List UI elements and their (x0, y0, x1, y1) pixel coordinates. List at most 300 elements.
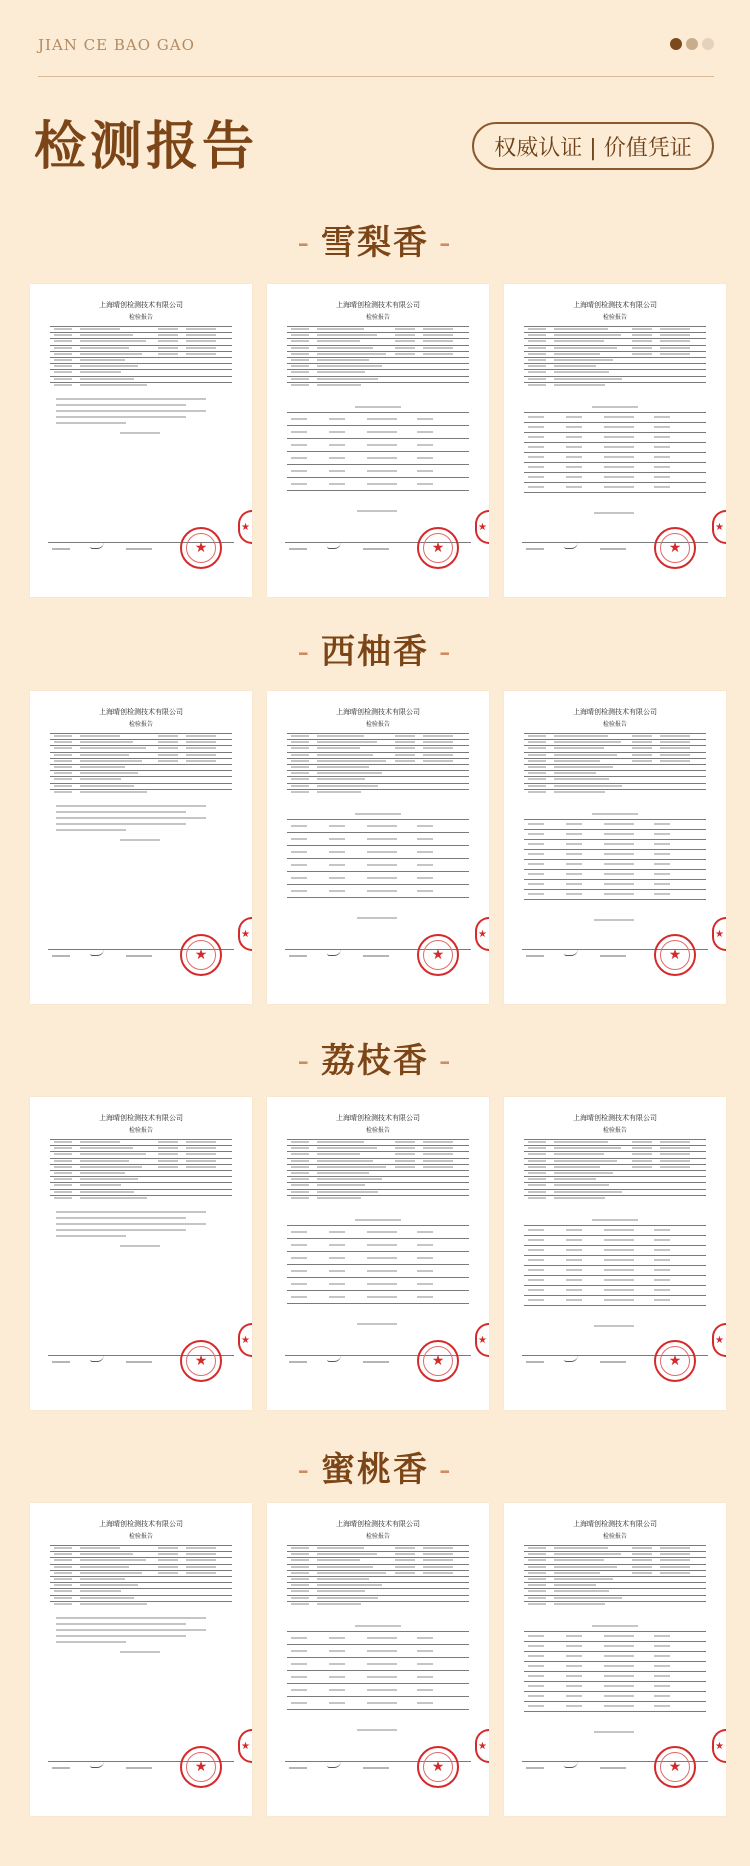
table-text (317, 1172, 369, 1174)
results-cell (654, 843, 670, 845)
table-line (524, 1582, 706, 1583)
table-text (528, 353, 546, 355)
results-cell (604, 873, 634, 875)
footer-text (289, 548, 307, 550)
results-cell (329, 1676, 345, 1678)
results-cell (604, 1239, 634, 1241)
table-text (54, 340, 72, 342)
table-line (50, 739, 232, 740)
table-line (50, 357, 232, 358)
table-text (186, 741, 216, 743)
table-line (524, 770, 706, 771)
table-line (287, 1588, 469, 1589)
table-text (528, 365, 546, 367)
table-text (291, 1578, 309, 1580)
table-text (80, 735, 120, 737)
table-text (317, 378, 378, 380)
table-text (528, 747, 546, 749)
results-cell (566, 476, 582, 478)
table-line (50, 1595, 232, 1596)
table-text (54, 754, 72, 756)
title-dash-left: - (297, 632, 311, 672)
table-line (287, 783, 469, 784)
results-cell (654, 873, 670, 875)
results-cell (417, 838, 433, 840)
table-text (317, 1147, 377, 1149)
table-text (528, 791, 546, 793)
table-text (186, 334, 216, 336)
table-text (528, 1584, 546, 1586)
end-note (357, 510, 397, 512)
table-text (317, 334, 377, 336)
table-text (186, 760, 216, 762)
table-text (554, 1584, 596, 1586)
table-line (50, 1158, 232, 1159)
table-line (50, 369, 232, 370)
results-cell (566, 843, 582, 845)
results-cell (528, 893, 544, 895)
results-cell (528, 466, 544, 468)
table-text (54, 353, 72, 355)
table-line (50, 1576, 232, 1577)
table-text (554, 760, 600, 762)
table-text (395, 347, 415, 349)
results-line (524, 869, 706, 870)
table-line (287, 1158, 469, 1159)
table-text (54, 1191, 72, 1193)
table-text (660, 1572, 690, 1574)
table-line (287, 1176, 469, 1177)
end-note (120, 1651, 160, 1653)
table-text (54, 1166, 72, 1168)
table-text (528, 1147, 546, 1149)
table-line (50, 1145, 232, 1146)
document-company: 上海晴创检测技术有限公司 (336, 301, 420, 309)
conclusion-text (56, 1223, 206, 1225)
table-line (524, 1176, 706, 1177)
table-text (660, 1166, 690, 1168)
table-text (317, 791, 361, 793)
table-text (528, 347, 546, 349)
table-line (287, 1582, 469, 1583)
document-company: 上海晴创检测技术有限公司 (573, 301, 657, 309)
document-company: 上海晴创检测技术有限公司 (573, 708, 657, 716)
table-text (528, 1597, 546, 1599)
results-cell (566, 883, 582, 885)
results-cell (329, 1231, 345, 1233)
results-cell (654, 1685, 670, 1687)
edge-seal: ★ (475, 510, 489, 544)
table-text (554, 735, 608, 737)
results-cell (654, 1645, 670, 1647)
results-heading (355, 813, 401, 815)
results-cell (329, 483, 345, 485)
results-cell (566, 1259, 582, 1261)
conclusion-text (56, 1623, 186, 1625)
table-text (423, 1166, 453, 1168)
results-cell (604, 1289, 634, 1291)
results-cell (291, 890, 307, 892)
results-cell (528, 853, 544, 855)
table-text (186, 1160, 216, 1162)
results-cell (291, 418, 307, 420)
results-cell (417, 1270, 433, 1272)
table-text (423, 760, 453, 762)
table-text (660, 334, 690, 336)
results-cell (604, 1259, 634, 1261)
end-note (120, 432, 160, 434)
results-cell (291, 1283, 307, 1285)
results-cell (528, 436, 544, 438)
results-line (524, 1671, 706, 1672)
table-text (317, 347, 373, 349)
table-text (80, 1191, 134, 1193)
table-text (528, 1166, 546, 1168)
table-text (528, 1160, 546, 1162)
results-cell (604, 833, 634, 835)
table-text (80, 1147, 133, 1149)
table-text (186, 754, 216, 756)
table-text (632, 735, 652, 737)
results-cell (367, 864, 397, 866)
table-text (54, 1197, 72, 1199)
results-cell (367, 1637, 397, 1639)
table-text (186, 347, 216, 349)
conclusion-text (56, 823, 186, 825)
results-line (287, 464, 469, 465)
results-line (524, 1661, 706, 1662)
results-cell (291, 1270, 307, 1272)
table-text (54, 384, 72, 386)
table-line (50, 1139, 232, 1140)
results-cell (604, 416, 634, 418)
results-line (287, 1696, 469, 1697)
table-text (660, 347, 690, 349)
table-text (158, 1141, 178, 1143)
table-text (291, 1590, 309, 1592)
table-text (54, 1597, 72, 1599)
seal-star-icon: ★ (186, 533, 216, 563)
table-text (423, 328, 453, 330)
table-text (660, 1553, 690, 1555)
end-note (357, 917, 397, 919)
table-text (423, 1547, 453, 1549)
table-text (317, 785, 378, 787)
results-cell (417, 1689, 433, 1691)
results-line (287, 1277, 469, 1278)
results-cell (329, 470, 345, 472)
results-cell (329, 1270, 345, 1272)
table-line (50, 758, 232, 759)
results-line (287, 897, 469, 898)
results-cell (604, 1705, 634, 1707)
table-text (291, 353, 309, 355)
table-text (554, 1166, 600, 1168)
table-text (54, 1578, 72, 1580)
title-dash-left: - (297, 1450, 311, 1490)
table-line (287, 745, 469, 746)
table-text (317, 353, 386, 355)
table-text (660, 1559, 690, 1561)
footer-text (600, 548, 626, 550)
table-text (291, 1572, 309, 1574)
results-line (524, 1275, 706, 1276)
results-cell (566, 1299, 582, 1301)
results-cell (528, 476, 544, 478)
results-cell (291, 1689, 307, 1691)
table-text (660, 754, 690, 756)
edge-seal: ★ (712, 1323, 726, 1357)
section-title-text: 荔枝香 (321, 1041, 429, 1081)
results-line (524, 1631, 706, 1632)
official-seal (180, 934, 222, 976)
results-cell (291, 851, 307, 853)
conclusion-text (56, 811, 186, 813)
table-text (54, 328, 72, 330)
table-text (80, 353, 142, 355)
results-cell (528, 446, 544, 448)
results-line (524, 899, 706, 900)
table-text (291, 1584, 309, 1586)
table-text (54, 1153, 72, 1155)
dot-2 (686, 38, 698, 50)
table-text (158, 1553, 178, 1555)
document-company: 上海晴创检测技术有限公司 (573, 1114, 657, 1122)
results-cell (417, 1637, 433, 1639)
results-cell (566, 823, 582, 825)
table-line (287, 326, 469, 327)
results-cell (604, 486, 634, 488)
table-text (528, 735, 546, 737)
results-cell (528, 1249, 544, 1251)
table-text (554, 1160, 617, 1162)
results-cell (566, 863, 582, 865)
official-seal (417, 527, 459, 569)
table-line (50, 764, 232, 765)
results-cell (566, 1635, 582, 1637)
results-cell (654, 446, 670, 448)
signature (90, 949, 104, 956)
table-text (158, 747, 178, 749)
table-line (524, 739, 706, 740)
results-line (524, 859, 706, 860)
results-cell (604, 1675, 634, 1677)
seal-star-icon: ★ (186, 1752, 216, 1782)
table-text (291, 1160, 309, 1162)
table-text (317, 1547, 364, 1549)
results-cell (566, 1705, 582, 1707)
results-line (287, 1657, 469, 1658)
results-cell (604, 426, 634, 428)
table-line (524, 369, 706, 370)
results-cell (528, 863, 544, 865)
results-line (287, 1264, 469, 1265)
table-line (50, 1570, 232, 1571)
table-text (528, 772, 546, 774)
title-dash-right: - (439, 1450, 453, 1490)
seal-star-icon: ★ (186, 1346, 216, 1376)
results-cell (604, 843, 634, 845)
report-document (267, 284, 489, 597)
table-line (50, 326, 232, 327)
table-line (524, 776, 706, 777)
table-text (554, 340, 604, 342)
title-dash-right: - (439, 1041, 453, 1081)
seal-star-icon: ★ (423, 1346, 453, 1376)
table-text (317, 328, 364, 330)
table-text (158, 353, 178, 355)
table-text (317, 1597, 378, 1599)
seal-star-icon: ★ (660, 533, 690, 563)
table-text (317, 1197, 361, 1199)
results-cell (367, 1244, 397, 1246)
table-line (50, 789, 232, 790)
results-cell (604, 853, 634, 855)
table-text (632, 1572, 652, 1574)
results-cell (329, 1663, 345, 1665)
results-cell (566, 893, 582, 895)
table-text (395, 1160, 415, 1162)
table-line (524, 1189, 706, 1190)
table-text (291, 791, 309, 793)
table-text (528, 1191, 546, 1193)
results-cell (654, 1299, 670, 1301)
results-cell (528, 1685, 544, 1687)
table-line (524, 1164, 706, 1165)
results-line (524, 472, 706, 473)
table-text (54, 1172, 72, 1174)
table-text (291, 766, 309, 768)
table-text (54, 778, 72, 780)
results-line (524, 1295, 706, 1296)
table-text (158, 1153, 178, 1155)
seal-star-icon: ★ (660, 1346, 690, 1376)
table-text (158, 1572, 178, 1574)
table-line (50, 1170, 232, 1171)
table-text (554, 741, 621, 743)
results-cell (604, 1249, 634, 1251)
table-text (554, 1197, 605, 1199)
results-line (524, 492, 706, 493)
table-line (287, 357, 469, 358)
conclusion-text (56, 404, 186, 406)
table-line (50, 1164, 232, 1165)
end-note (357, 1729, 397, 1731)
footer-text (526, 548, 544, 550)
table-text (291, 1184, 309, 1186)
table-line (287, 1189, 469, 1190)
conclusion-text (56, 1635, 186, 1637)
results-cell (566, 446, 582, 448)
table-line (524, 783, 706, 784)
results-cell (654, 486, 670, 488)
results-line (524, 1711, 706, 1712)
table-text (423, 340, 453, 342)
edge-seal: ★ (238, 1323, 252, 1357)
table-text (632, 1559, 652, 1561)
table-text (80, 328, 120, 330)
end-note (594, 919, 634, 921)
table-line (287, 776, 469, 777)
results-cell (291, 1702, 307, 1704)
table-text (554, 371, 609, 373)
table-text (158, 760, 178, 762)
table-text (528, 1172, 546, 1174)
section-title (0, 624, 750, 673)
table-text (54, 1141, 72, 1143)
table-text (186, 1566, 216, 1568)
table-text (660, 735, 690, 737)
results-line (524, 1265, 706, 1266)
table-text (80, 1584, 138, 1586)
footer-text (126, 955, 152, 957)
report-document (267, 1503, 489, 1816)
document-title: 检验报告 (365, 314, 390, 321)
table-text (395, 735, 415, 737)
results-cell (654, 426, 670, 428)
table-text (186, 328, 216, 330)
footer-text (526, 955, 544, 957)
table-line (287, 733, 469, 734)
results-cell (367, 444, 397, 446)
results-cell (367, 1270, 397, 1272)
table-text (54, 1553, 72, 1555)
results-line (287, 1225, 469, 1226)
table-text (186, 735, 216, 737)
table-text (632, 328, 652, 330)
results-cell (291, 825, 307, 827)
results-line (524, 1285, 706, 1286)
results-cell (604, 883, 634, 885)
results-cell (566, 1269, 582, 1271)
table-line (50, 345, 232, 346)
table-text (528, 378, 546, 380)
seal-star-icon: ★ (423, 940, 453, 970)
results-cell (528, 1279, 544, 1281)
results-cell (604, 1635, 634, 1637)
results-line (524, 889, 706, 890)
table-text (54, 334, 72, 336)
results-cell (528, 1289, 544, 1291)
table-text (317, 747, 360, 749)
table-line (524, 357, 706, 358)
table-text (554, 378, 622, 380)
results-cell (566, 833, 582, 835)
results-line (287, 845, 469, 846)
results-cell (291, 444, 307, 446)
results-cell (654, 1279, 670, 1281)
table-text (317, 1160, 373, 1162)
table-text (528, 1153, 546, 1155)
table-text (54, 785, 72, 787)
results-cell (291, 431, 307, 433)
table-text (80, 785, 134, 787)
table-line (524, 1595, 706, 1596)
results-cell (566, 1675, 582, 1677)
table-line (524, 745, 706, 746)
table-text (554, 1153, 604, 1155)
document-title: 检验报告 (128, 721, 153, 728)
results-cell (528, 1655, 544, 1657)
end-note (594, 1325, 634, 1327)
results-cell (329, 1702, 345, 1704)
table-text (528, 1178, 546, 1180)
table-text (528, 1184, 546, 1186)
table-text (423, 754, 453, 756)
results-cell (367, 431, 397, 433)
table-text (528, 1590, 546, 1592)
results-cell (329, 418, 345, 420)
